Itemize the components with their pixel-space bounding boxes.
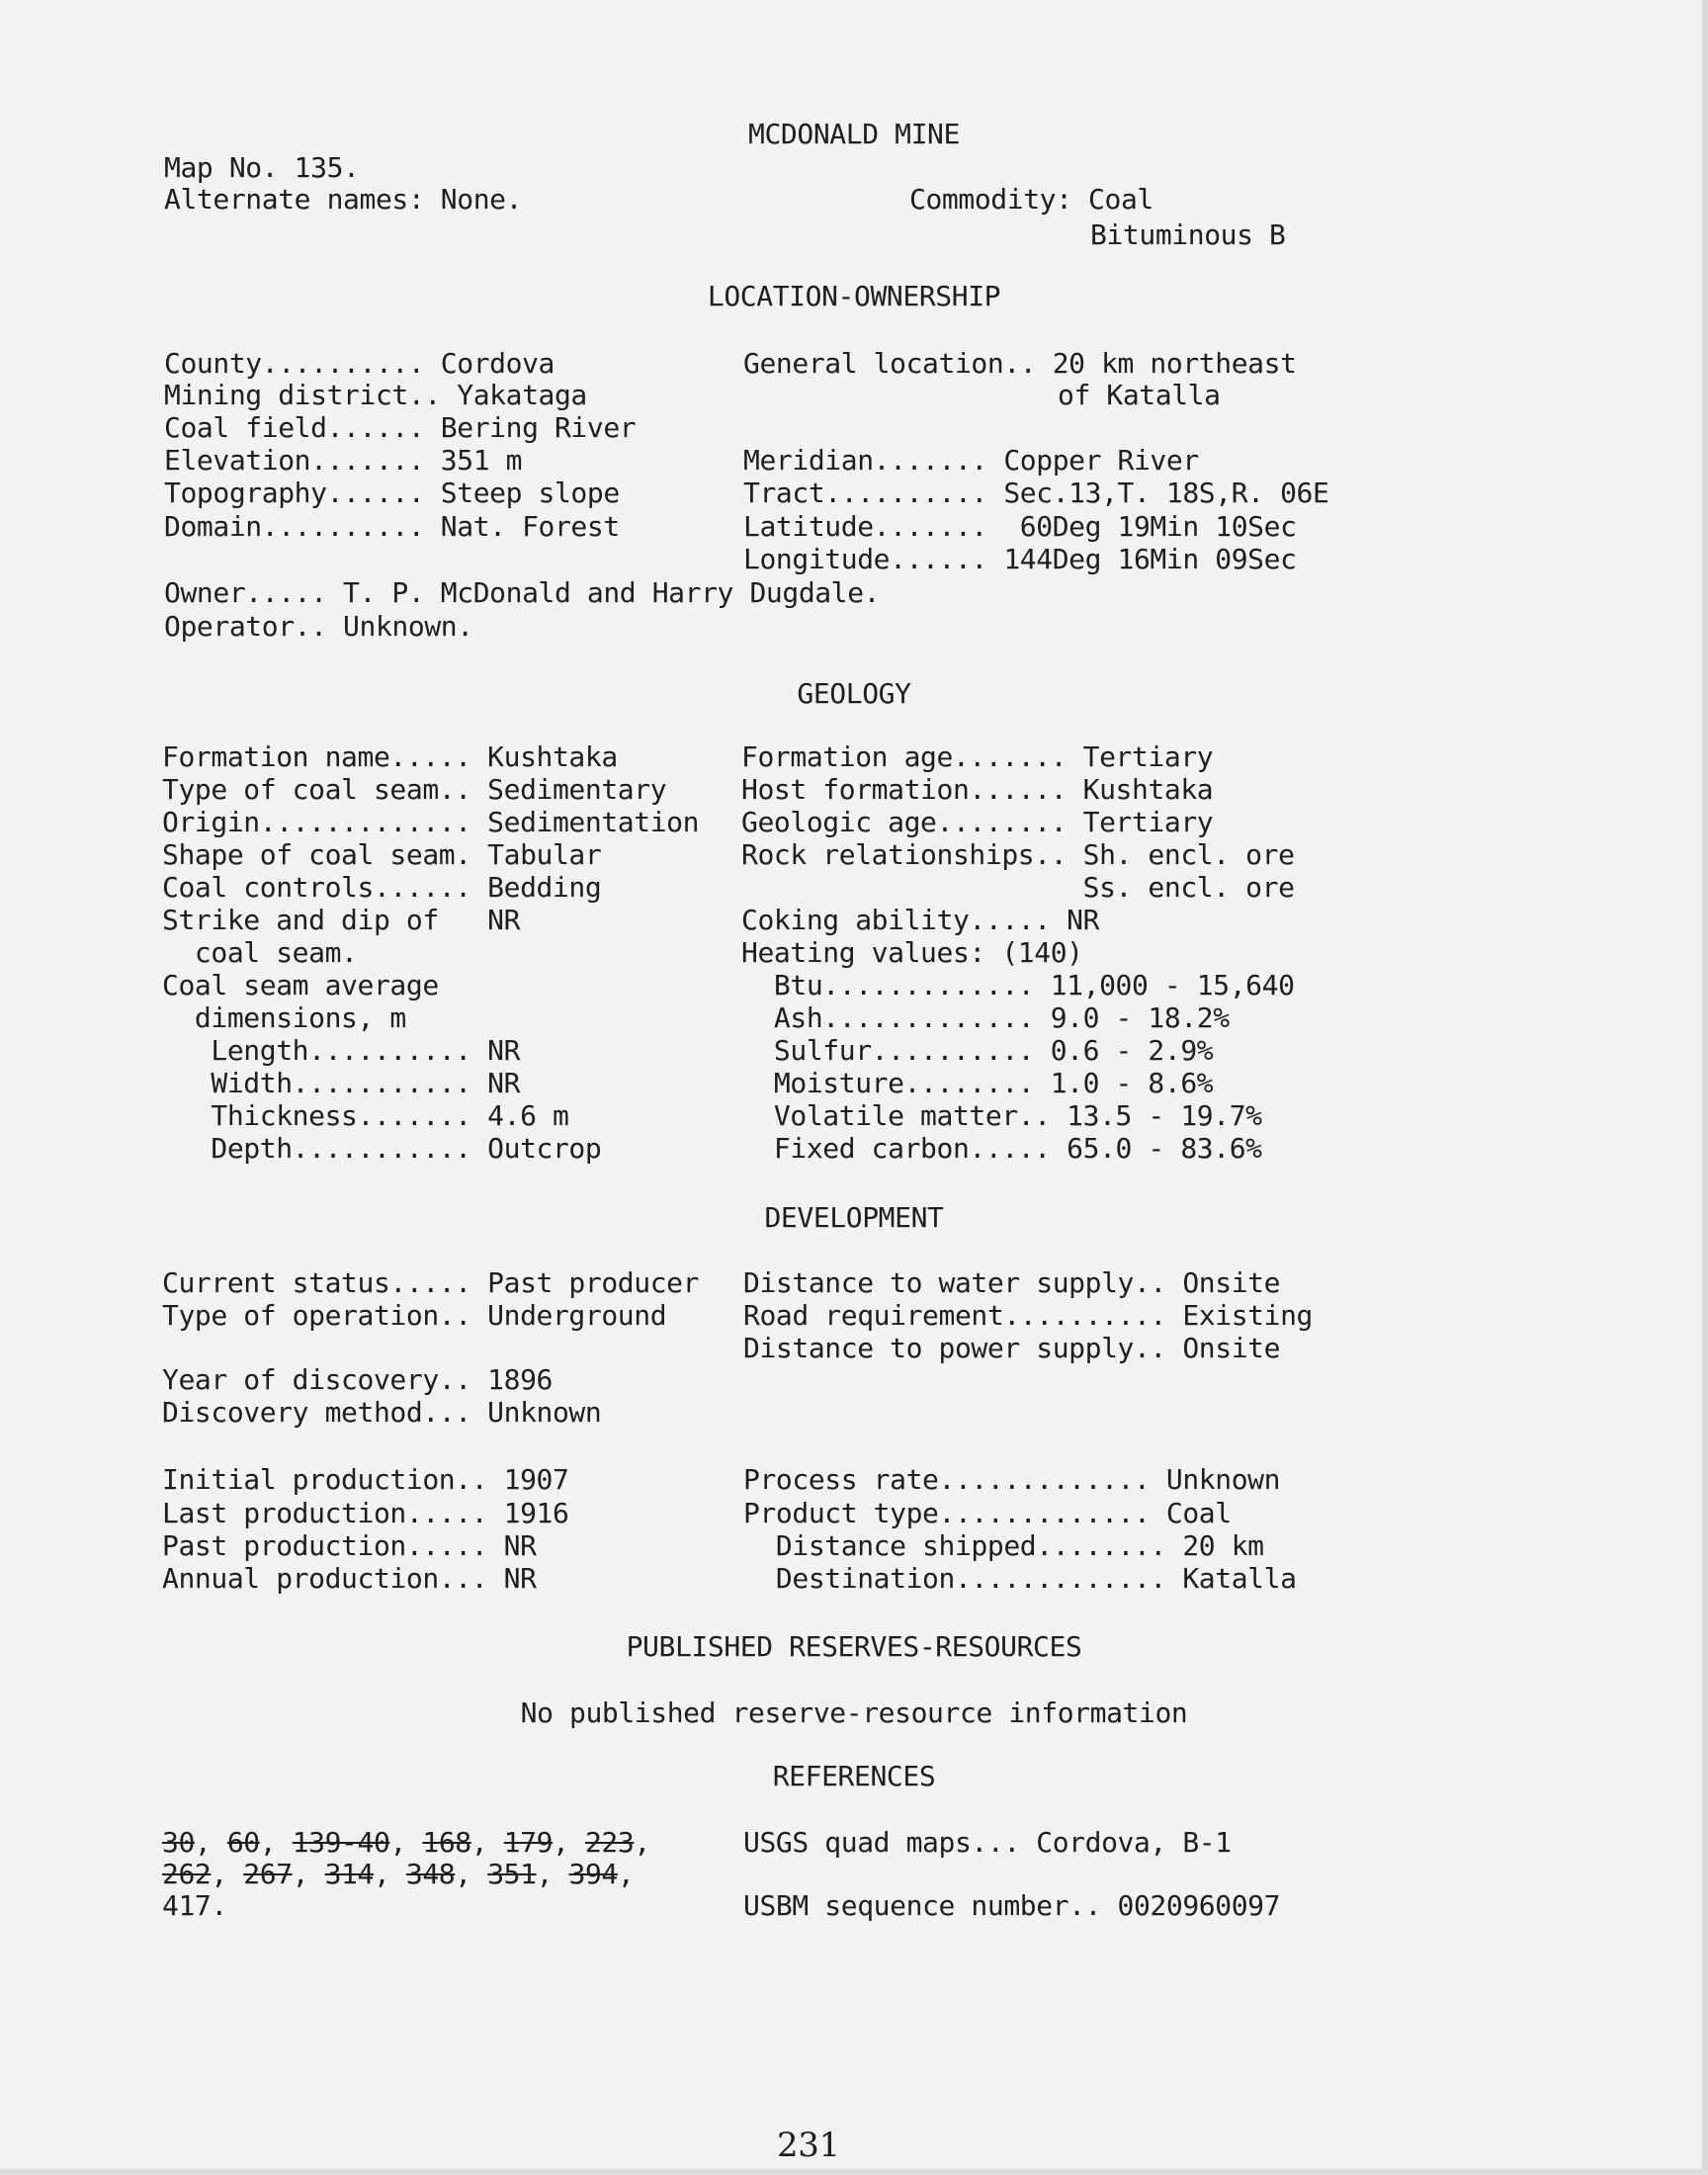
reference-number: 314	[324, 1858, 374, 1890]
development-discovery-method: Discovery method... Unknown	[162, 1396, 602, 1429]
reference-number: 348	[405, 1858, 456, 1890]
geology-fixed-carbon: Fixed carbon..... 65.0 - 83.6%	[741, 1132, 1262, 1165]
development-destination: Destination............. Katalla	[743, 1562, 1297, 1595]
geology-coking-ability: Coking ability..... NR	[741, 904, 1100, 936]
development-process-rate: Process rate............. Unknown	[743, 1463, 1281, 1496]
location-longitude: Longitude...... 144Deg 16Min 09Sec	[743, 543, 1297, 575]
location-county: County.......... Cordova	[164, 347, 555, 380]
geology-coal-controls: Coal controls...... Bedding	[162, 871, 602, 904]
alternate-names: Alternate names: None.	[164, 183, 523, 216]
development-distance-shipped: Distance shipped........ 20 km	[743, 1529, 1264, 1562]
commodity: Commodity: Coal	[909, 183, 1153, 216]
reference-number: 179	[503, 1826, 554, 1859]
reference-numbers-line-3: 417.	[162, 1889, 227, 1922]
reference-number: 168	[422, 1826, 471, 1859]
development-current-status: Current status..... Past producer	[162, 1266, 700, 1299]
development-past-production: Past production..... NR	[162, 1529, 537, 1562]
geology-seam-dimensions-cont: dimensions, m	[162, 1001, 406, 1034]
geology-seam-shape: Shape of coal seam. Tabular	[162, 838, 602, 871]
development-power-supply: Distance to power supply.. Onsite	[743, 1332, 1281, 1364]
reference-number: 60	[226, 1826, 260, 1859]
geology-seam-dimensions: Coal seam average	[162, 969, 439, 1001]
geology-thickness: Thickness....... 4.6 m	[162, 1099, 569, 1132]
geology-volatile-matter: Volatile matter.. 13.5 - 19.7%	[741, 1099, 1262, 1132]
development-water-supply: Distance to water supply.. Onsite	[743, 1266, 1281, 1299]
reference-numbers-line-1: 30, 60, 139-40, 168, 179, 223,	[162, 1826, 650, 1859]
development-heading: DEVELOPMENT	[764, 1201, 944, 1234]
reference-number: 351	[487, 1858, 537, 1890]
geology-origin: Origin............. Sedimentation	[162, 806, 700, 838]
map-number: Map No. 135.	[164, 151, 360, 184]
reserves-text: No published reserve-resource information	[520, 1696, 1188, 1729]
reference-number: 223	[584, 1826, 635, 1859]
geology-depth: Depth........... Outcrop	[162, 1132, 602, 1165]
geology-strike-dip: Strike and dip of NR	[162, 904, 521, 936]
geology-geologic-age: Geologic age........ Tertiary	[741, 806, 1214, 838]
references-usbm-sequence: USBM sequence number.. 0020960097	[743, 1889, 1281, 1922]
page-number: 231	[777, 2126, 840, 2165]
development-annual-production: Annual production... NR	[162, 1562, 537, 1595]
location-latitude: Latitude....... 60Deg 19Min 10Sec	[743, 510, 1297, 543]
reference-number: 394	[568, 1858, 618, 1890]
geology-formation-name: Formation name..... Kushtaka	[162, 740, 618, 773]
location-mining-district: Mining district.. Yakataga	[164, 379, 587, 411]
location-coal-field: Coal field...... Bering River	[164, 411, 637, 444]
location-ownership-heading: LOCATION-OWNERSHIP	[707, 280, 1001, 312]
location-elevation: Elevation....... 351 m	[164, 444, 523, 477]
reference-number: 139-40	[292, 1826, 390, 1859]
reference-numbers-line-2: 262, 267, 314, 348, 351, 394,	[162, 1858, 635, 1890]
geology-moisture: Moisture........ 1.0 - 8.6%	[741, 1067, 1214, 1099]
page-edge-bottom	[0, 2169, 1708, 2175]
reference-number: 267	[243, 1858, 293, 1890]
geology-sulfur: Sulfur.......... 0.6 - 2.9%	[741, 1034, 1214, 1067]
development-road-requirement: Road requirement.......... Existing	[743, 1299, 1314, 1332]
location-general-location-cont: of Katalla	[1058, 379, 1221, 411]
development-product-type: Product type............. Coal	[743, 1497, 1232, 1529]
geology-formation-age: Formation age....... Tertiary	[741, 740, 1214, 773]
location-domain: Domain.......... Nat. Forest	[164, 510, 620, 543]
location-owner: Owner..... T. P. McDonald and Harry Dugdale.	[164, 576, 881, 609]
geology-heading: GEOLOGY	[797, 677, 911, 710]
geology-rock-relationships-cont: Ss. encl. ore	[741, 871, 1295, 904]
development-initial-production: Initial production.. 1907	[162, 1463, 569, 1496]
geology-strike-dip-cont: coal seam.	[162, 936, 358, 969]
reserves-heading: PUBLISHED RESERVES-RESOURCES	[626, 1630, 1082, 1663]
location-general-location: General location.. 20 km northeast	[743, 347, 1297, 380]
development-year-discovery: Year of discovery.. 1896	[162, 1363, 553, 1396]
location-operator: Operator.. Unknown.	[164, 610, 473, 643]
reference-number: 30	[162, 1826, 195, 1859]
geology-btu: Btu............. 11,000 - 15,640	[741, 969, 1295, 1001]
development-operation-type: Type of operation.. Underground	[162, 1299, 667, 1332]
reference-number: 262	[162, 1858, 212, 1890]
development-last-production: Last production..... 1916	[162, 1497, 569, 1529]
references-quad-maps: USGS quad maps... Cordova, B-1	[743, 1826, 1232, 1859]
geology-host-formation: Host formation...... Kushtaka	[741, 773, 1214, 806]
geology-ash: Ash............. 9.0 - 18.2%	[741, 1001, 1230, 1034]
geology-length: Length.......... NR	[162, 1034, 521, 1067]
location-meridian: Meridian....... Copper River	[743, 444, 1199, 477]
geology-width: Width........... NR	[162, 1067, 521, 1099]
geology-seam-type: Type of coal seam.. Sedimentary	[162, 773, 667, 806]
references-heading: REFERENCES	[772, 1760, 936, 1792]
page-edge-right	[1702, 0, 1708, 2175]
commodity-type: Bituminous B	[1090, 218, 1286, 251]
mine-title: MCDONALD MINE	[748, 118, 960, 150]
location-topography: Topography...... Steep slope	[164, 477, 620, 509]
geology-heating-values: Heating values: (140)	[741, 936, 1083, 969]
geology-rock-relationships: Rock relationships.. Sh. encl. ore	[741, 838, 1295, 871]
location-tract: Tract.......... Sec.13,T. 18S,R. 06E	[743, 477, 1329, 509]
